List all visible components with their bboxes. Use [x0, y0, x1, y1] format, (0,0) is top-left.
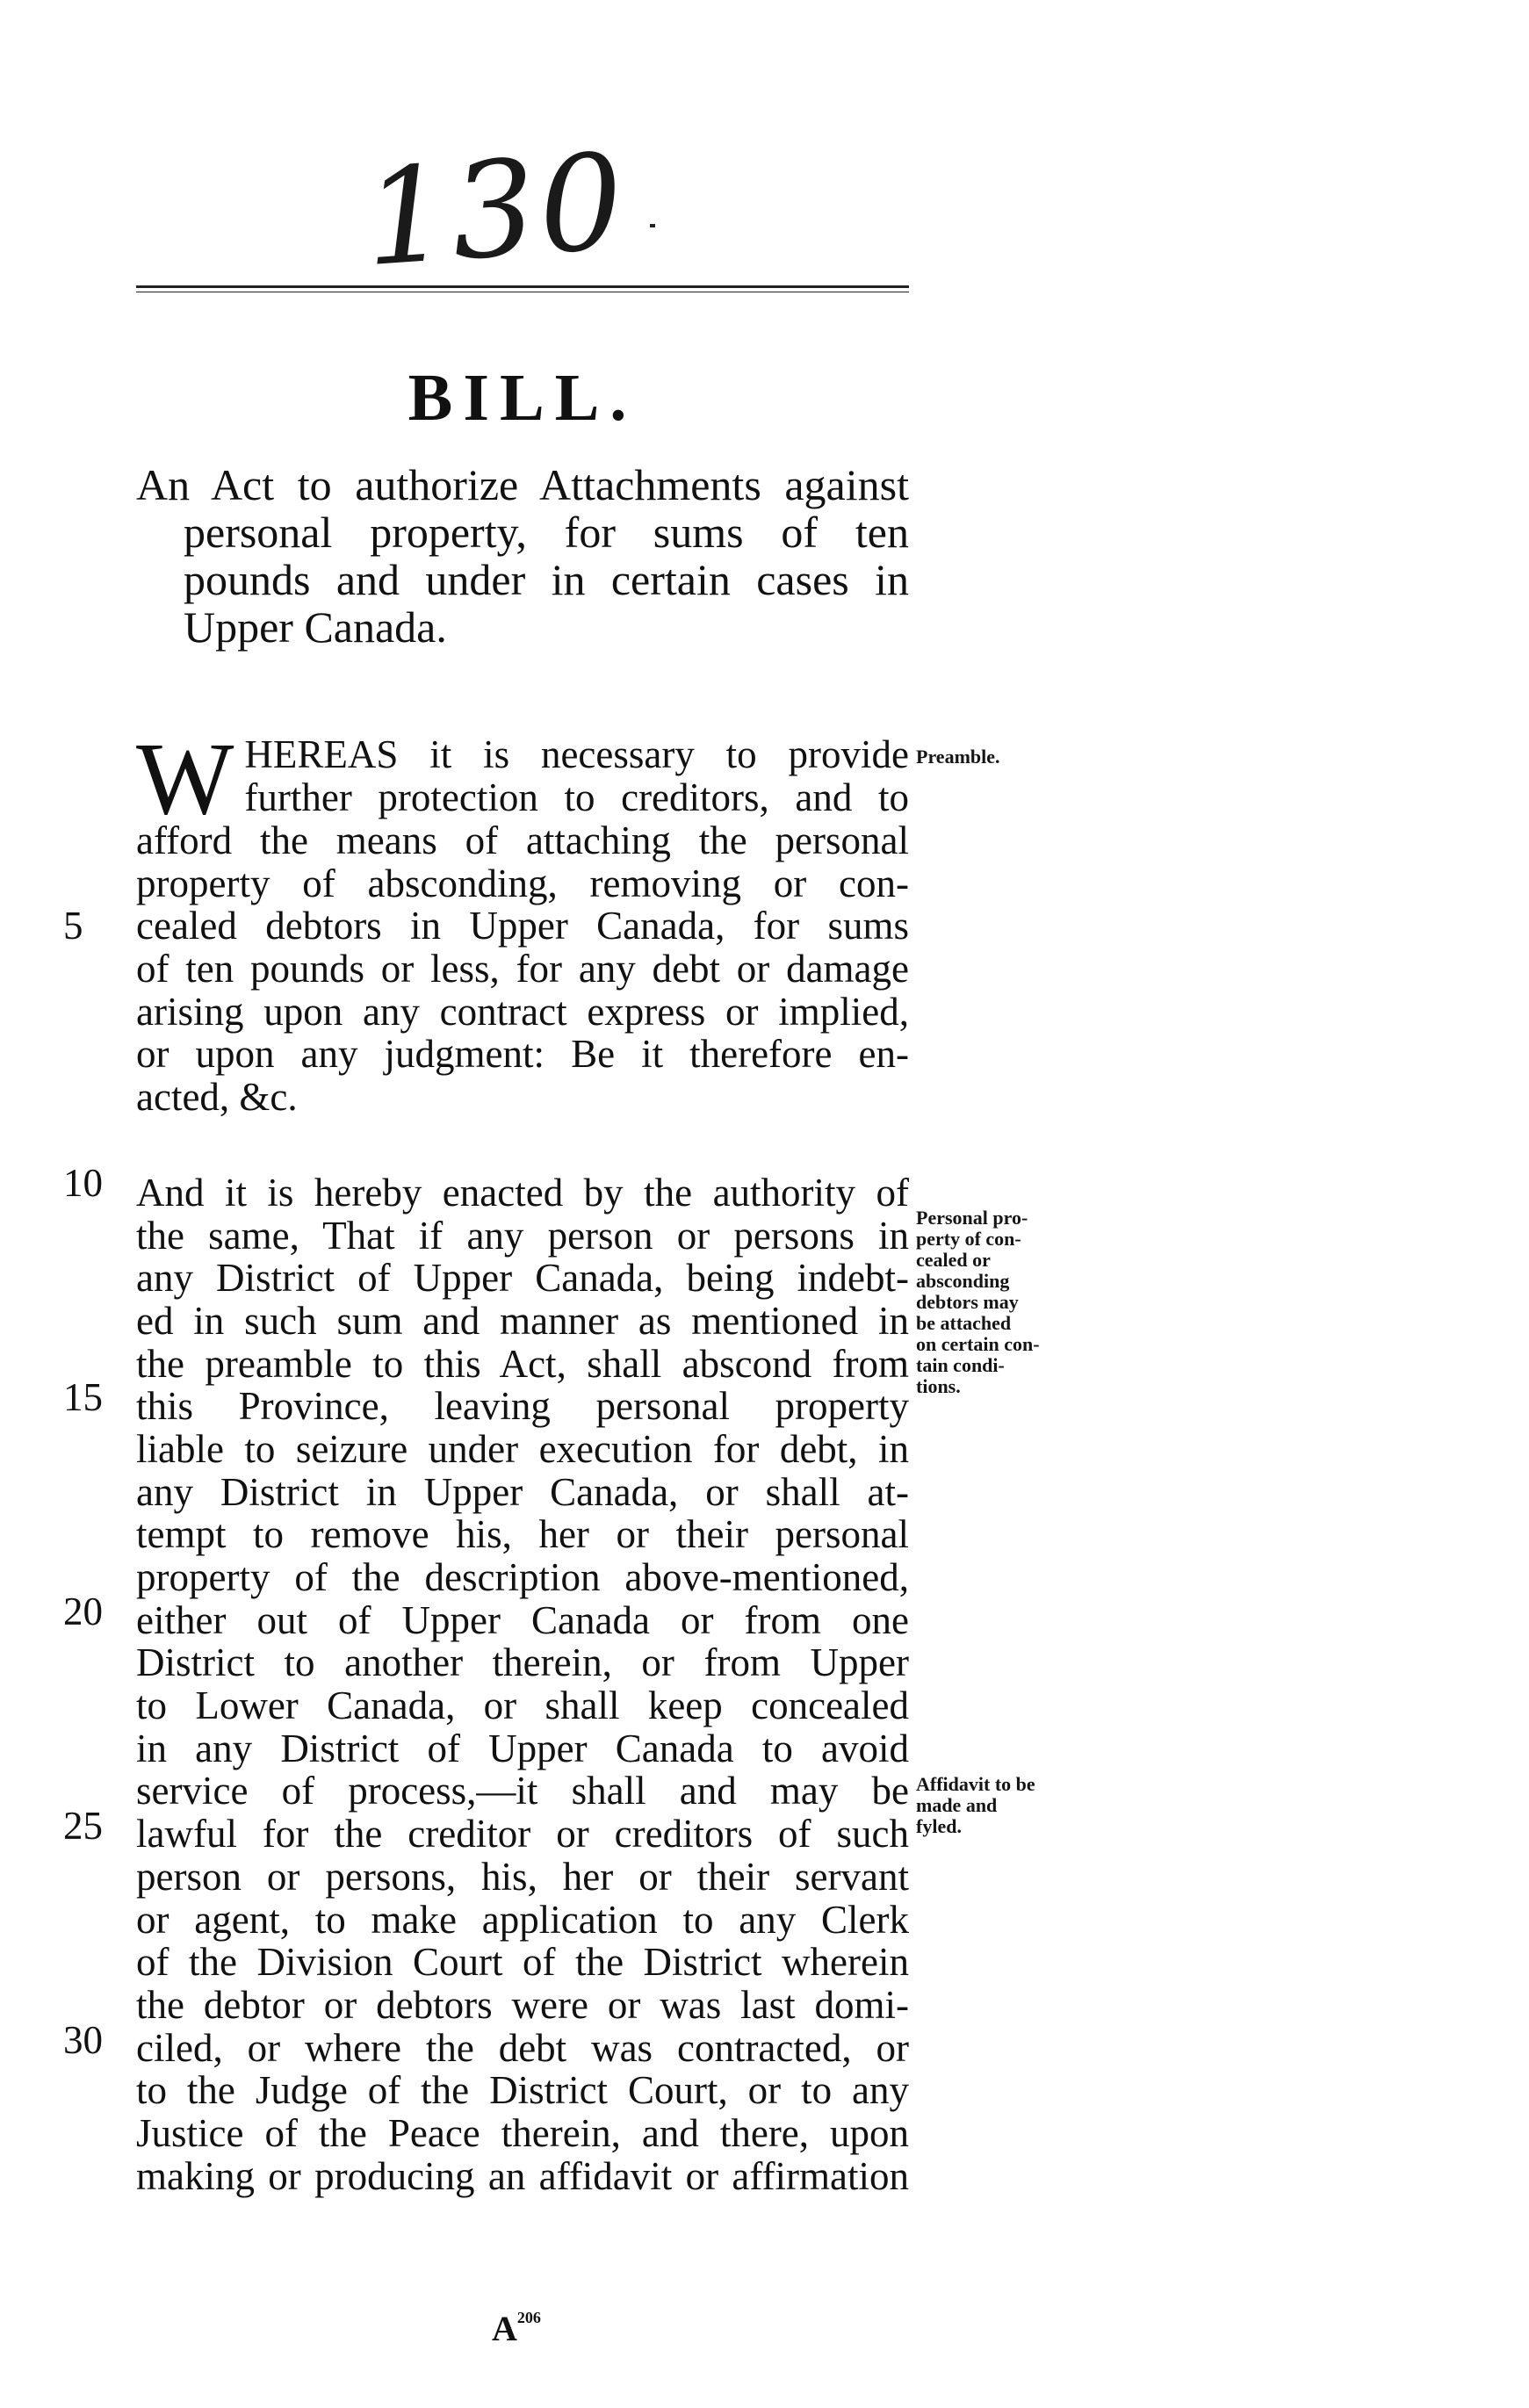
margin-note-line: be attached	[916, 1312, 1012, 1334]
text-line: afford the means of attaching the personal	[136, 818, 909, 862]
line-number: 10	[63, 1161, 103, 1205]
text-line: lawful for the creditor or creditors of such	[136, 1812, 909, 1856]
text-line: ciled, or where the debt was contracted, or	[136, 2025, 909, 2070]
text-line: this Province, leaving personal property	[136, 1384, 909, 1429]
text-line: acted, &c.	[136, 1075, 298, 1120]
margin-note-personal-property	[916, 1208, 1109, 1397]
enactment-paragraph	[136, 1172, 909, 2198]
text-line: or upon any judgment: Be it therefore en-	[136, 1032, 909, 1077]
preamble-paragraph	[136, 721, 909, 1120]
bill-body	[136, 721, 909, 2198]
text-line: And it is hereby enacted by the authority of	[136, 1170, 909, 1215]
text-line: property of the description above-mentioned,	[136, 1555, 909, 1599]
text-line: or agent, to make application to any Clerk	[136, 1897, 909, 1942]
line-number: 30	[63, 2018, 103, 2062]
line-number: 5	[63, 904, 83, 948]
text-line: District to another therein, or from Upper	[136, 1640, 909, 1685]
text-line: the same, That if any person or persons in	[136, 1213, 909, 1258]
text-line: to the Judge of the District Court, or to any	[136, 2068, 909, 2113]
margin-note-line: debtors may	[916, 1291, 1019, 1313]
header-rule-thick	[136, 285, 909, 288]
margin-note-line: fyled.	[916, 1815, 962, 1837]
text-line: person or persons, his, her or their servant	[136, 1854, 909, 1899]
margin-note-affidavit	[916, 1774, 1109, 1837]
bill-title: BILL.	[407, 361, 638, 435]
signature-letter: A	[492, 2309, 517, 2348]
text-line: either out of Upper Canada or from one	[136, 1597, 909, 1642]
text-line: making or producing an affidavit or affirmation	[136, 2153, 909, 2198]
margin-note-line: Personal pro-	[916, 1207, 1028, 1229]
text-line: any District in Upper Canada, or shall at-	[136, 1469, 909, 1514]
text-line: liable to seizure under execution for debt, in	[136, 1426, 909, 1471]
margin-note-line: perty of con-	[916, 1228, 1021, 1250]
margin-note-line: tions.	[916, 1375, 961, 1397]
margin-note-line: made and	[916, 1794, 998, 1816]
signature-number: 206	[516, 2309, 541, 2326]
margin-note-line: tain condi-	[916, 1354, 1005, 1376]
signature-mark	[492, 2308, 541, 2349]
folio-mark	[650, 224, 655, 227]
paragraph-gap	[136, 1119, 909, 1172]
text-line: arising upon any contract express or implied,	[136, 989, 909, 1034]
text-line: cealed debtors in Upper Canada, for sums	[136, 904, 909, 948]
text-line: of ten pounds or less, for any debt or damage	[136, 947, 909, 991]
act-title: An Act to authorize Attachments against personal property, for sums of ten pounds and under in certain cases in Upper Canada.	[136, 460, 909, 652]
margin-note-line: cealed or	[916, 1249, 991, 1271]
text-line: HEREAS it is necessary to provide	[244, 732, 909, 776]
text-line: further protection to creditors, and to	[244, 775, 909, 819]
text-line: tempt to remove his, her or their personal	[136, 1512, 909, 1557]
text-line: any District of Upper Canada, being indebt-	[136, 1256, 909, 1301]
text-line: ed in such sum and manner as mentioned in	[136, 1298, 909, 1343]
text-line: to Lower Canada, or shall keep concealed	[136, 1683, 909, 1728]
margin-note-line: absconding	[916, 1270, 1010, 1292]
margin-note-line: on certain con-	[916, 1333, 1040, 1355]
line-number: 15	[63, 1375, 103, 1419]
text-line: Justice of the Peace therein, and there, upon	[136, 2110, 909, 2155]
text-line: property of absconding, removing or con-	[136, 861, 909, 905]
margin-note-line: Affidavit to be	[916, 1773, 1035, 1795]
line-number: 20	[63, 1590, 103, 1633]
text-line: the debtor or debtors were or was last domi-	[136, 1982, 909, 2027]
margin-note-preamble: Preamble.	[916, 746, 1000, 768]
line-number: 25	[63, 1804, 103, 1848]
text-line: the preamble to this Act, shall abscond from	[136, 1341, 909, 1386]
folio-number: 130	[359, 125, 632, 297]
text-line: in any District of Upper Canada to avoid	[136, 1726, 909, 1770]
drop-cap: W	[136, 721, 234, 836]
text-line: service of process,—it shall and may be	[136, 1769, 909, 1813]
text-line: of the Division Court of the District wherein	[136, 1940, 909, 1985]
